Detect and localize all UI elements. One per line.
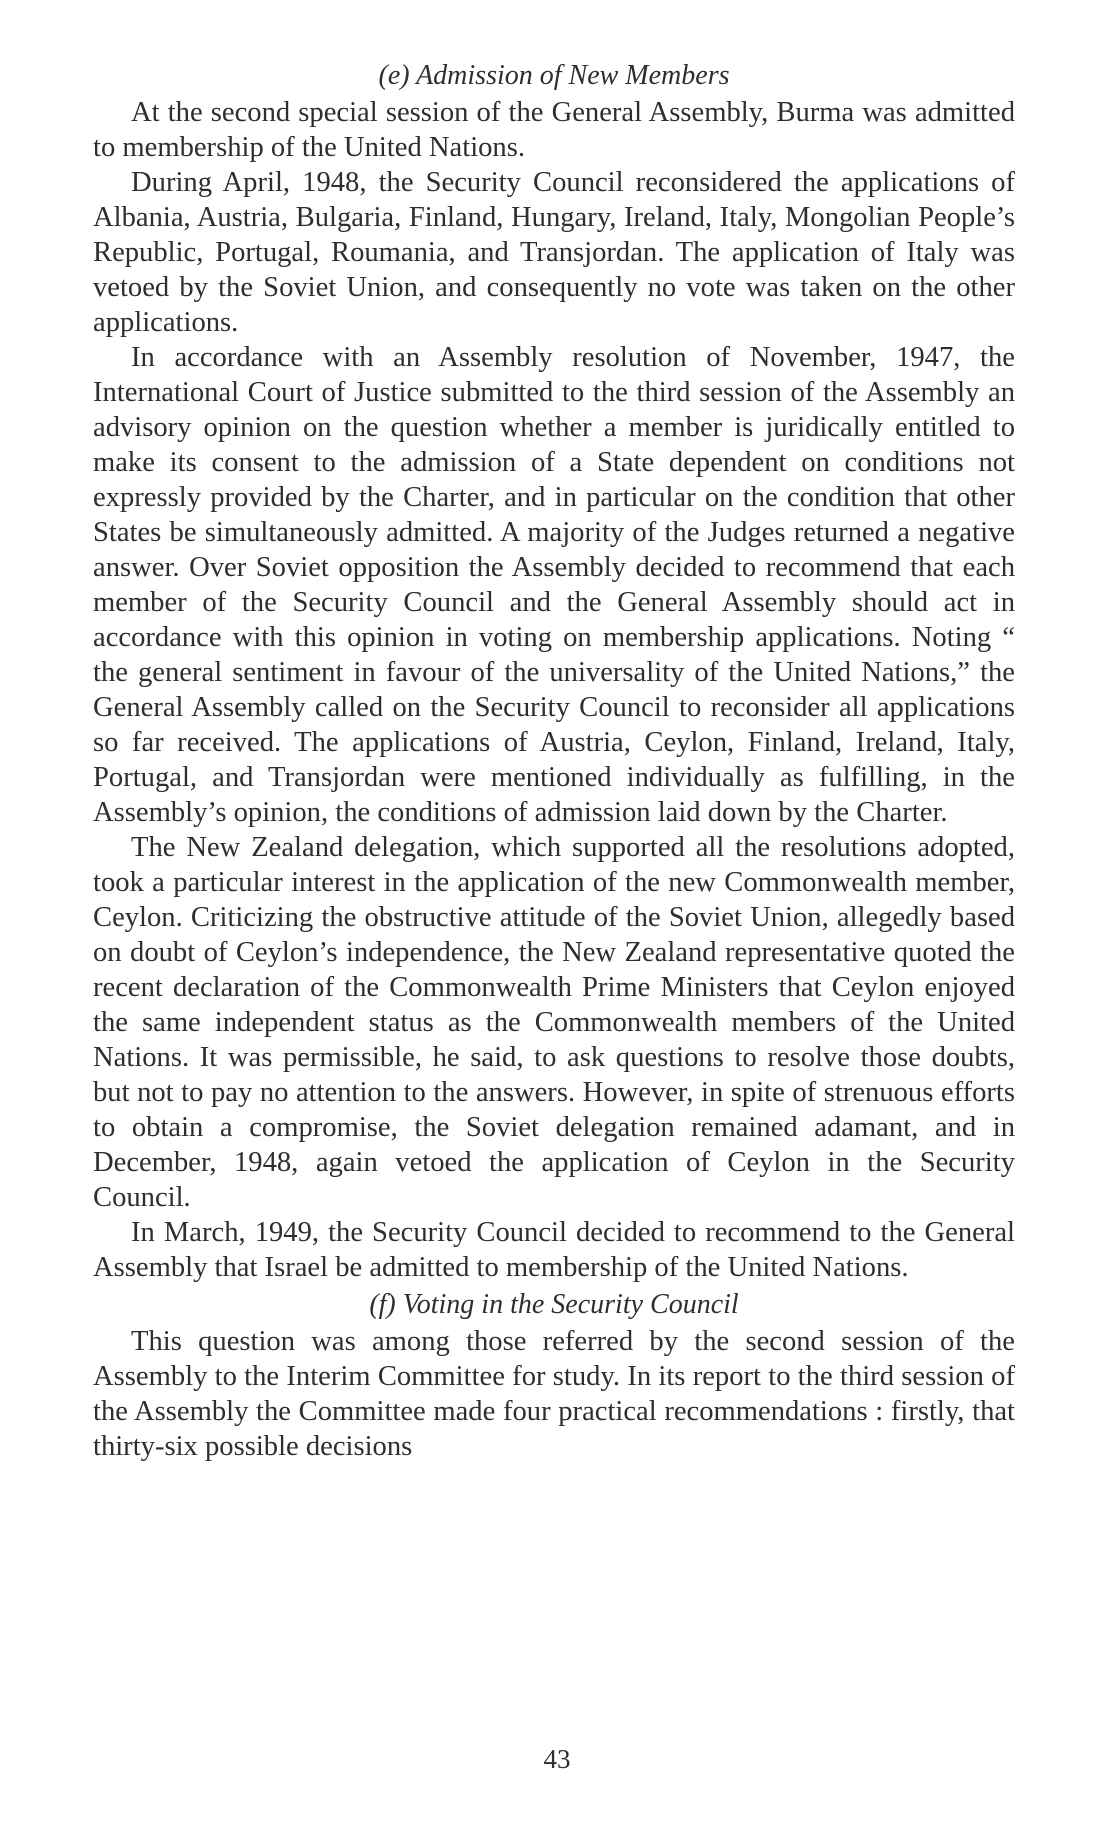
section-f-paragraph-1: This question was among those referred by the second session of the Assembly to the Interim Committee for study. In its report to the third session of the Assembly the Committee made four practical recommendations : firstly, that thirty-six possible decisions	[93, 1326, 1015, 1462]
section-e-paragraph-3: In accordance with an Assembly resolution of November, 1947, the International Court of Justice submitted to the third session of the Assembly an advisory opinion on the question whether a member is juridically entitled to make its consent to the admission of a State dependent on conditions not expressly provided by the Charter, and in particular on the condition that other States be simultaneously admitted. A majority of the Judges returned a negative answer. Over Soviet opposition the Assembly decided to recommend that each member of the Security Council and the General Assembly should act in accordance with this opinion in voting on membership applications. Noting “ the general sentiment in favour of the universality of the United Nations,” the General Assembly called on the Security Council to reconsider all applications so far received. The applications of Austria, Ceylon, Finland, Ireland, Italy, Portugal, and Transjordan were mentioned individually as fulfilling, in the Assembly’s opinion, the conditions of admission laid down by the Charter.	[93, 342, 1015, 828]
section-e-paragraph-2: During April, 1948, the Security Council reconsidered the applications of Albania, Austria, Bulgaria, Finland, Hungary, Ireland, Italy, Mongolian People’s Republic, Portugal, Roumania, and Transjordan. The application of Italy was vetoed by the Soviet Union, and consequently no vote was taken on the other applications.	[93, 167, 1015, 338]
section-e-paragraph-4: The New Zealand delegation, which supported all the resolutions adopted, took a particular interest in the application of the new Commonwealth member, Ceylon. Criticizing the obstructive attitude of the Soviet Union, allegedly based on doubt of Ceylon’s independence, the New Zealand representative quoted the recent declaration of the Commonwealth Prime Ministers that Ceylon enjoyed the same independent status as the Commonwealth members of the United Nations. It was permissible, he said, to ask questions to resolve those doubts, but not to pay no attention to the answers. However, in spite of strenuous efforts to obtain a compromise, the Soviet delegation remained adamant, and in December, 1948, again vetoed the application of Ceylon in the Security Council.	[93, 832, 1015, 1213]
section-e-heading: (e) Admission of New Members	[378, 60, 730, 91]
section-e-paragraph-5: In March, 1949, the Security Council decided to recommend to the General Assembly that Israel be admitted to membership of the United Nations.	[93, 1217, 1015, 1283]
document-page	[93, 58, 1015, 1464]
section-e-paragraph-1: At the second special session of the General Assembly, Burma was admitted to membership of the United Nations.	[93, 97, 1015, 163]
section-f-heading: (f) Voting in the Security Council	[369, 1289, 739, 1320]
page-number: 43	[543, 1744, 571, 1774]
